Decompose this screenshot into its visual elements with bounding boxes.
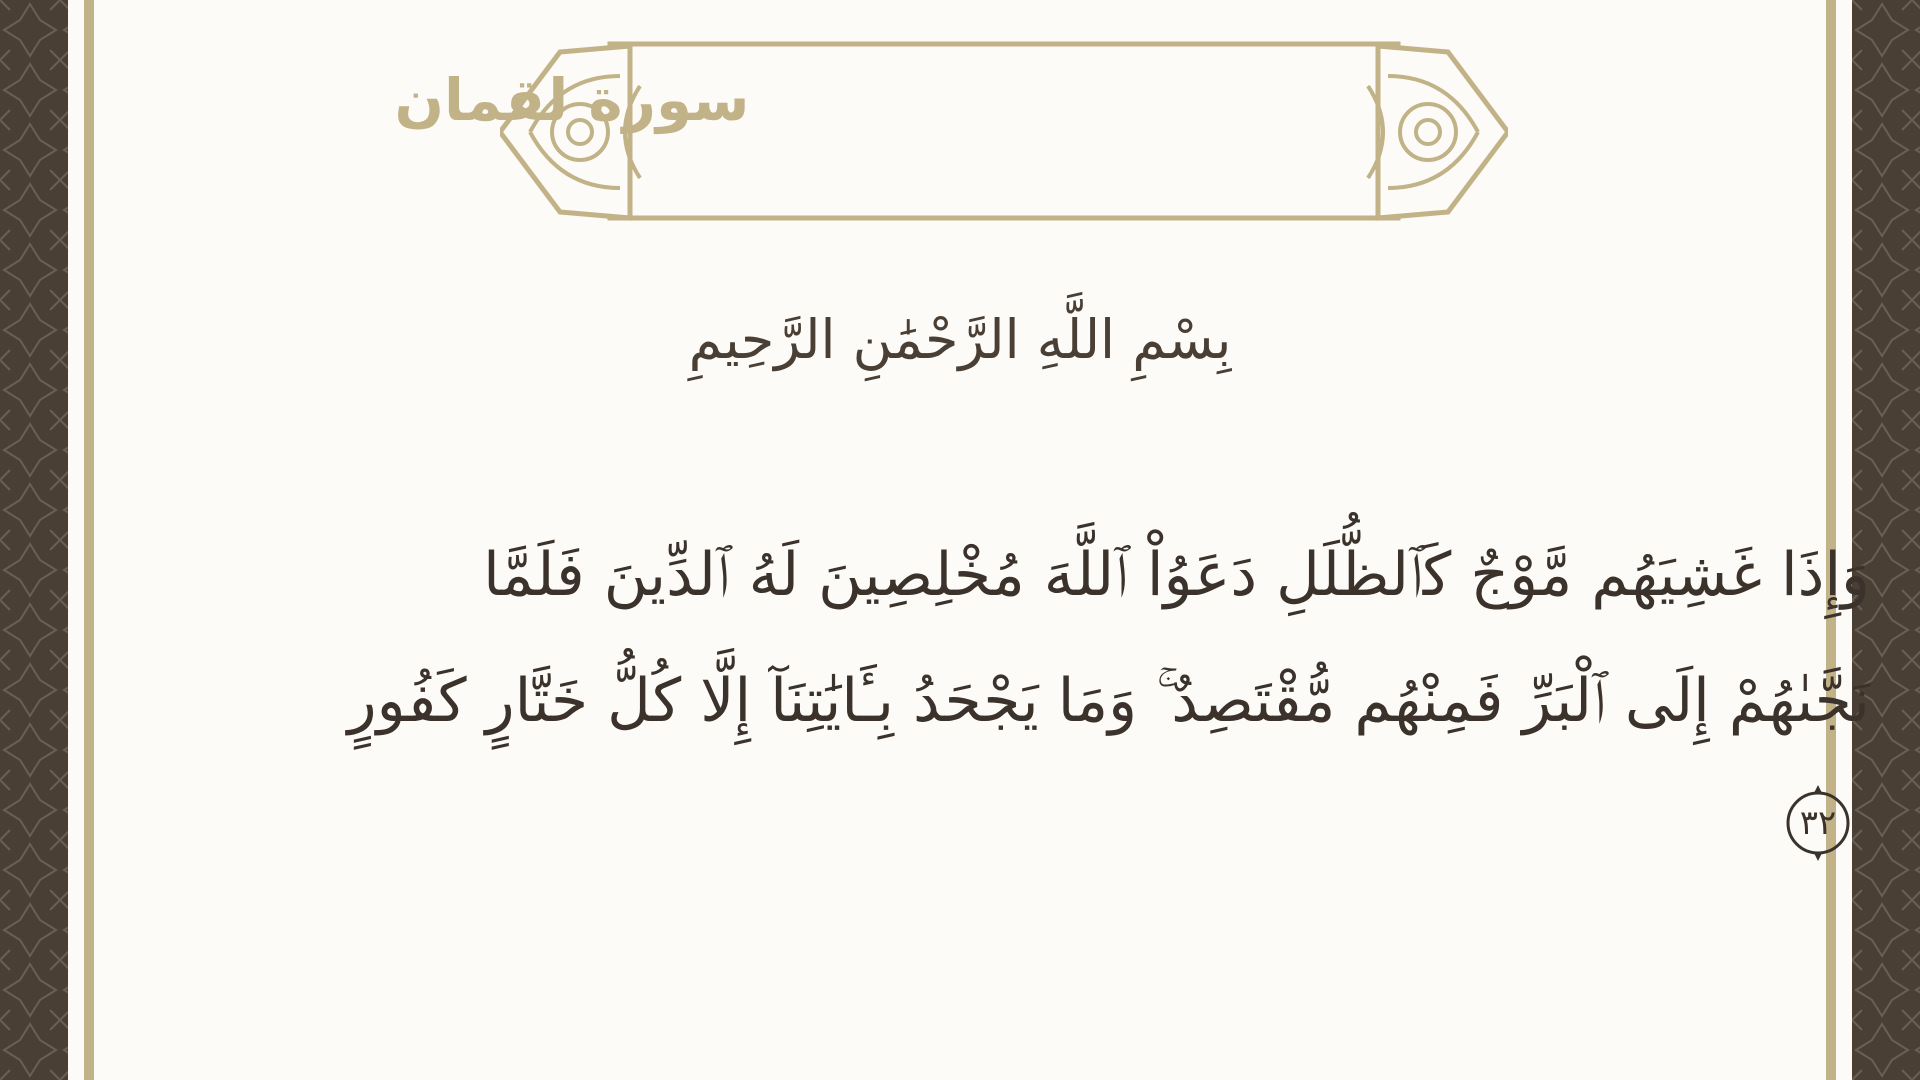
basmala: بِسْمِ اللَّهِ الرَّحْمَٰنِ الرَّحِيمِ bbox=[688, 308, 1232, 371]
verse-body: وَإِذَا غَشِيَهُم مَّوْجٌ كَٱلظُّلَلِ دَعَوُاْ ٱللَّهَ مُخْلِصِينَ لَهُ ٱلدِّينَ فَلَمَّا نَجَّىٰهُمْ إِلَى ٱلْبَرِّ فَمِنْهُم مُّقْتَصِدٌ ۚ وَمَا يَجْحَدُ بِـَٔايَٰتِنَآ إِلَّا كُلُّ خَتَّارٍ كَفُورٍ bbox=[347, 540, 1870, 736]
verse-text bbox=[328, 512, 1870, 890]
ayah-number-marker bbox=[1778, 783, 1858, 863]
page-panel bbox=[68, 0, 1870, 1080]
ayah-number: ٣٢ bbox=[1799, 803, 1837, 843]
left-ornamental-border bbox=[0, 0, 68, 1080]
surah-title: سورة لقمان bbox=[394, 66, 750, 134]
left-gold-rule bbox=[84, 0, 94, 1080]
